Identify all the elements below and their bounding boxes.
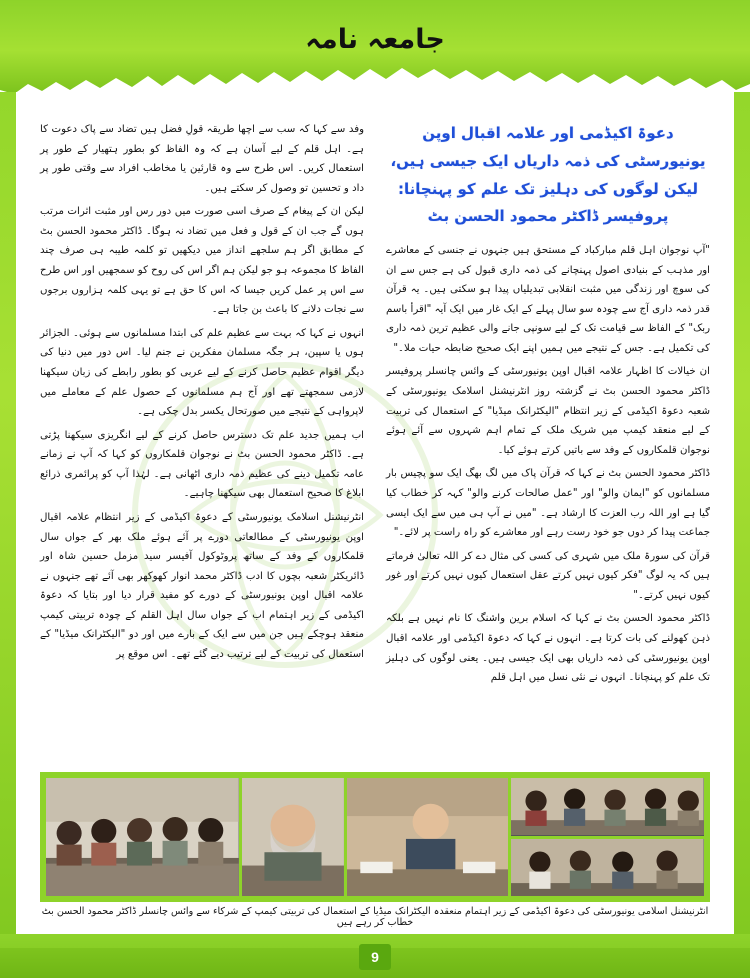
paragraph: قرآن کی سورۃ ملک میں شہری کی کسی کی مثال دے کر اللہ تعالیٰ فرماتے ہیں کہ یہ لوگ "فکر کیوں نہیں کرتے عقل استعمال کیوں نہیں کرتے اور غور کیوں نہیں کرتے۔" xyxy=(386,550,710,601)
paragraph: انٹرنیشنل اسلامک یونیورسٹی کے دعوۃ اکیڈمی کے زیر انتظام علامہ اقبال اوپن یونیورسٹی کے مطالعاتی دورے پر آئے ہوئے ملک بھر کے جواں سال قلمکاروں کے وفد کے ساتھ پروٹوکول آفیسر سید مزمل حسین شاہ اور ڈائریکٹر شعبہ بچوں کا ادب ڈاکٹر محمد انوار کھوکھر بھی آئے تھے جنہوں نے علامہ اقبال اوپن یونیورسٹی کے دورے کو مفید قرار دیا اور بتایا کہ دعوۃ اکیڈمی کے زیر اہتمام اب کے جواں سال اہل القلم کے چودہ تربیتی کیمپ منعقد ہوچکے ہیں جن میں سے ایک کے بارے میں اور دو "الیکٹرانک میڈیا" کے استعمال کی تربیت کے لیے ترتیب دیے گئے تھے۔ اس موقع پر xyxy=(40,511,364,661)
column-left xyxy=(386,120,710,760)
photo-collage xyxy=(40,772,710,902)
right-green-band xyxy=(734,0,750,978)
page-footer xyxy=(0,934,750,978)
photo-panel-seated-delegates xyxy=(46,778,239,896)
page-number: 9 xyxy=(359,944,391,970)
magazine-title: جامعہ نامہ xyxy=(305,24,445,55)
photo-panel-audience-top xyxy=(511,778,704,836)
paragraph: لیکن ان کے پیغام کے صرف اسی صورت میں دور رس اور مثبت اثرات مرتب ہوں گے جب ان کے قول و فعل میں تضاد نہ ہوگا۔ ڈاکٹر محمود الحسن بٹ کے مطابق اگر ہم سلجھے انداز میں دیکھیں تو کلمہ طیبہ ہی صرف چند الفاظ کا مجموعہ ہو جو لیکن ہم اگر اس کی روح کو سمجھیں اور اس طرح سے اس پر عمل کریں جیسا کہ اس کا حق ہے تو یہی کلمہ ہزاروں برجوں سے نجات دلانے کا باعث بن جاتا ہے۔ xyxy=(40,206,364,316)
paragraph: ڈاکٹر محمود الحسن بٹ نے کہا کہ اسلام برین واشنگ کا نام نہیں ہے بلکہ ذہن کھولنے کی بات کرتا ہے۔ انہوں نے کہا کہ دعوۃ اکیڈمی اور علامہ اقبال اوپن یونیورسٹی کی ذمہ داریاں بھی ایک جیسی ہیں۔ یعنی لوگوں کی دہلیز تک علم کو پہنچانا۔ انہوں نے نئی نسل میں اہل قلم xyxy=(386,613,710,684)
paragraph: ڈاکٹر محمود الحسن بٹ نے کہا کہ قرآن پاک میں لگ بھگ ایک سو پچیس بار مسلمانوں کو "ایمان والو" اور "عمل صالحات کرنے والو" کہہ کر خطاب کیا گیا ہے اور اللہ رب العزت کا ارشاد ہے۔ "میں نے آپ ہی میں سے ایک ایسی جماعت پیدا کر دوں جو خود رست رہے اور معاشرے کو راہ راست پر لائے۔" xyxy=(386,468,710,539)
photo-panel-bearded-man xyxy=(242,778,344,896)
article-headline: دعوۃ اکیڈمی اور علامہ اقبال اوپن یونیورسٹی کی ذمہ داریاں ایک جیسی ہیں، لیکن لوگوں کی دہلیز تک علم کو پہنچانا: پروفیسر ڈاکٹر محمود الحسن بٹ xyxy=(390,124,706,226)
column-right xyxy=(40,120,364,760)
torn-paper-edge xyxy=(0,60,750,92)
left-green-band xyxy=(0,0,16,978)
paragraph: اب ہمیں جدید علم تک دسترس حاصل کرنے کے لیے انگریزی سیکھنا پڑتی ہے۔ ڈاکٹر محمود الحسن بٹ نے نوجوان قلمکاروں کو کہا کہ آپ نے زمانے عامہ تکمیل دینے کی عظیم ذمہ داری اٹھانی ہے۔ لہٰذا آپ کو پرائمری ذرائع ابلاغ کا صحیح استعمال بھی سیکھنا چاہیے۔ xyxy=(40,429,364,500)
paragraph: "آپ نوجوان اہل قلم مبارکباد کے مستحق ہیں جنہوں نے جنسی کے معاشرے اور مذہب کے بنیادی اصول پہنچانے کی ذمہ داری قبول کی ہے جس سے ان کی سوچ اور زندگی میں مثبت انقلابی تبدیلیاں پیدا ہو سکتی ہیں۔ یہ قرآن قدر ذمہ داری آج سے چودہ سو سال پہلے کے ایک غار میں ایک آیہ "اقرأ باسم ربک" کے الفاظ سے قیامت تک کے لیے سونپی جانے والی عظیم ترین ذمہ داری کی تکمیل ہے۔ جس کے نتیجے میں ہمیں اپنے ایک صحیح ضابطہ حیات ملا۔" xyxy=(386,245,710,354)
paragraph: انہوں نے کہا کہ بہت سے عظیم علم کی ابتدا مسلمانوں سے ہوئی۔ الجزائر ہوں یا سپین، ہر جگہ مسلمان مفکرین نے جنم لیا۔ اس دور میں دنیا کی دیگر اقوام عظیم حاصل کرنے کے لیے عربی کو بطور رابطے کی زبان سیکھنا لازمی سمجھتے تھے اور آج ہم مسلمانوں کے حصول علم کے معاملے میں لاپرواہی کے نتیجے میں صورتحال یکسر بدل چکی ہے۔ xyxy=(40,327,364,418)
photo-panel-speaker-at-desk xyxy=(347,778,509,896)
article-body xyxy=(40,120,710,760)
paragraph: ان خیالات کا اظہار علامہ اقبال اوپن یونیورسٹی کے وائس چانسلر پروفیسر ڈاکٹر محمود الحسن بٹ نے گزشتہ روز انٹرنیشنل اسلامک یونیورسٹی کے شعبہ دعوۃ اکیڈمی کے زیر انتظام "الیکٹرانک میڈیا" کے استعمال کی تربیت کے لیے منعقد کیمپ میں شریک ملک کے تمام اہم شہروں سے آئے ہوئے نوجوان قلمکاروں کے وفد سے باتیں کرتے ہوئے کیا۔ xyxy=(386,366,710,456)
photo-panel-audience-bottom xyxy=(511,839,704,897)
page-header xyxy=(0,0,750,92)
paragraph: وفد سے کہا کہ سب سے اچھا طریقہ قولِ فضل ہیں تضاد سے پاک دعوت کا ہے۔ اہل قلم کے لیے آسان ہے کہ وہ الفاظ کو بطور ہتھیار کے طور پر استعمال کریں۔ اس طرح سے وہ قارئین یا مخاطب افراد سے وقتی طور پر داد و تحسین تو وصول کر سکتے ہیں۔ xyxy=(40,124,364,194)
photo-caption: انٹرنیشنل اسلامی یونیورسٹی کی دعوۃ اکیڈمی کے زیر اہتمام منعقدہ الیکٹرانک میڈیا کے استعمال کی تربیتی کیمپ کے شرکاء سے وائس چانسلر ڈاکٹر محمود الحسن بٹ خطاب کر رہے ہیں xyxy=(41,906,709,928)
